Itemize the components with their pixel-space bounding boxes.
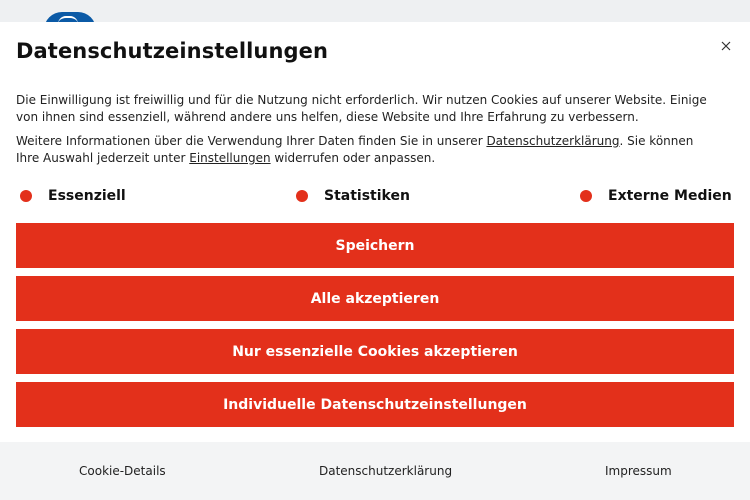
category-essential-label: Essenziell bbox=[48, 188, 126, 204]
info-suffix: widerrufen oder anpassen. bbox=[270, 151, 436, 165]
footer-privacy-link[interactable]: Datenschutzerklärung bbox=[319, 464, 453, 478]
accept-all-button[interactable]: Alle akzeptieren bbox=[16, 276, 734, 321]
close-button[interactable] bbox=[716, 36, 736, 56]
dialog-title: Datenschutzeinstellungen bbox=[16, 39, 329, 63]
info-middle: . Sie können Ihre Auswahl jederzeit unter bbox=[16, 134, 694, 165]
category-essential[interactable] bbox=[20, 188, 126, 204]
essential-only-button[interactable]: Nur essenzielle Cookies akzeptieren bbox=[16, 329, 734, 374]
privacy-dialog bbox=[0, 22, 750, 442]
individual-settings-button[interactable]: Individuelle Datenschutzeinstellungen bbox=[16, 382, 734, 427]
category-statistics[interactable] bbox=[296, 188, 410, 204]
category-essential-indicator bbox=[20, 190, 32, 202]
info-text bbox=[16, 133, 716, 167]
intro-text: Die Einwilligung ist freiwillig und für die Nutzung nicht erforderlich. Wir nutzen Cookies auf unserer Website. Einige von ihnen sind essenziell, während andere uns helfen, diese Website und Ihre Erfahrung zu verbessern. bbox=[16, 93, 707, 124]
imprint-link[interactable]: Impressum bbox=[605, 464, 672, 478]
cookie-details-link[interactable]: Cookie-Details bbox=[79, 464, 166, 478]
save-button[interactable]: Speichern bbox=[16, 223, 734, 268]
privacy-policy-link[interactable]: Datenschutzerklärung bbox=[486, 134, 620, 148]
settings-link[interactable]: Einstellungen bbox=[189, 151, 271, 165]
category-statistics-indicator bbox=[296, 190, 308, 202]
category-external-media[interactable] bbox=[580, 188, 732, 204]
consent-categories bbox=[0, 182, 750, 212]
category-statistics-label: Statistiken bbox=[324, 188, 410, 204]
category-external-media-indicator bbox=[580, 190, 592, 202]
close-icon bbox=[721, 41, 731, 51]
info-prefix: Weitere Informationen über die Verwendung Ihrer Daten finden Sie in unserer bbox=[16, 134, 487, 148]
dialog-footer bbox=[0, 442, 750, 500]
category-external-media-label: Externe Medien bbox=[608, 188, 732, 204]
